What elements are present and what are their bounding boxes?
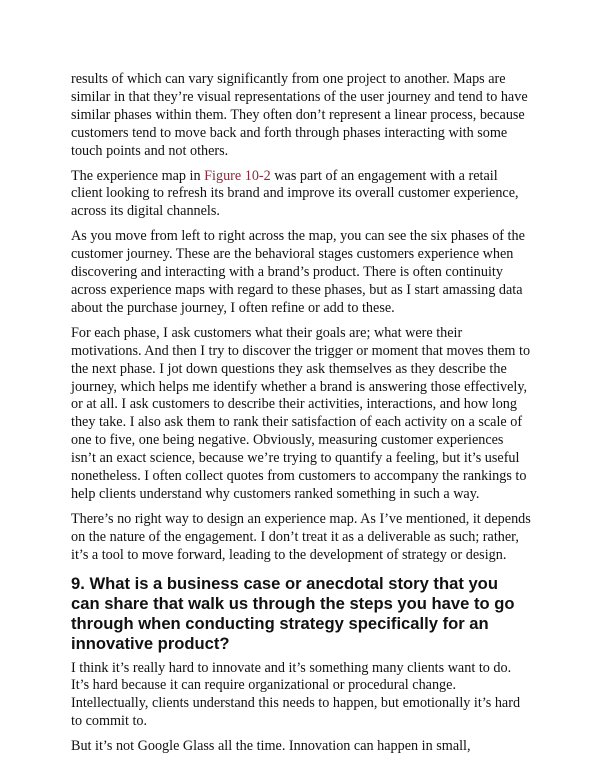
paragraph-innovation: I think it’s really hard to innovate and it’s something many clients want to do. It’s hard because it can require organizational or procedural change. Intellectually, clients understand this needs to happen, but emotionally it’s hard to commit to. xyxy=(71,659,521,730)
paragraph-google-glass: But it’s not Google Glass all the time. Innovation can happen in small, xyxy=(71,738,471,755)
paragraph-experience-map xyxy=(71,168,531,222)
paragraph-no-right-way: There’s no right way to design an experience map. As I’ve mentioned, it depends on the nature of the engagement. I don’t treat it as a deliverable as such; rather, it’s a tool to move forward, leading to the development of strategy or design. xyxy=(71,510,531,563)
paragraph-phases: As you move from left to right across the map, you can see the six phases of the customer journey. These are the behavioral stages customers experience when discovering and interacting with a brand’s product. There is often continuity across experience maps with regard to these phases, but as I start amassing data about the purchase journey, I often refine or add to these. xyxy=(71,228,525,316)
paragraph-experience-map-text-end: was part of an engagement with a retail client looking to refresh its brand and improve its overall customer experience, across its digital channels. xyxy=(71,167,519,220)
figure-10-2-link[interactable]: Figure 10-2 xyxy=(204,167,271,184)
paragraph-maps: results of which can vary significantly from one project to another. Maps are similar in that they’re visual representations of the user journey and tend to have similar phases within them. They often don’t represent a linear process, because customers tend to move back and forth through phases interacting with some touch points and not others. xyxy=(71,71,528,159)
document-page xyxy=(71,71,531,763)
question-heading: 9. What is a business case or anecdotal story that you can share that walk us through the steps you have to go through when conducting strategy specifically for an innovative product? xyxy=(71,573,515,653)
paragraph-experience-map-text-start: The experience map in xyxy=(71,167,205,184)
paragraph-customer-goals: For each phase, I ask customers what their goals are; what were their motivations. And then I try to discover the trigger or moment that moves them to the next phase. I jot down questions they ask themselves as they describe the journey, which helps me identify whether a brand is answering those effectively, or at all. I ask customers to describe their activities, interactions, and how long they take. I also ask them to rank their satisfaction of each activity on a scale of one to five, one being negative. Obviously, measuring customer experiences isn’t an exact science, because we’re trying to quantify a feeling, but it’s useful nonetheless. I often collect quotes from customers to accompany the rankings to help clients understand why customers ranked something in such a way. xyxy=(71,324,531,502)
